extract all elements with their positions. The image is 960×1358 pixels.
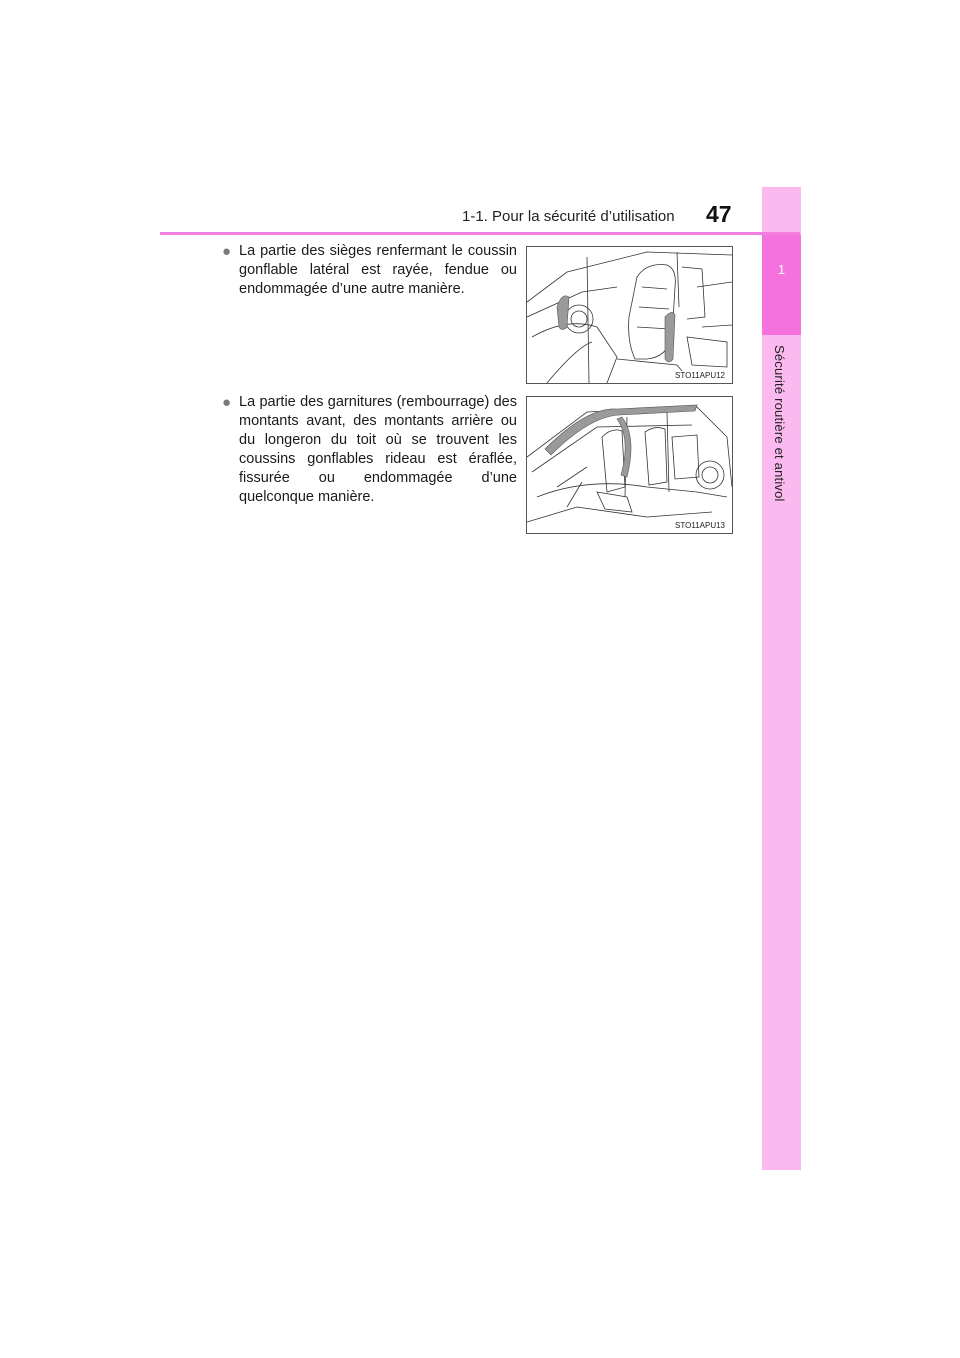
list-item-text: La partie des garnitures (rembourrage) des montants avant, des montants arrière ou du longeron du toit où se trouvent les coussins gonflables rideau est éraflée, fissurée ou endommagée d’une quelconque manière. [239,394,517,505]
car-cutaway-drawing [527,397,732,533]
figure-code: STO11APU13 [675,521,725,530]
list-item-text: La partie des sièges renfermant le coussin gonflable latéral est rayée, fendue ou endommagée d’une autre manière. [239,243,517,297]
figure-code: STO11APU12 [675,371,725,380]
chapter-title: Sécurité routière et antivol [772,345,787,502]
curtain-airbag-illustration [526,396,733,534]
section-title: 1-1. Pour la sécurité d’utilisation [462,208,675,225]
header-rule [160,232,800,235]
list-item [222,242,517,299]
chapter-tab [762,235,801,335]
page-number: 47 [706,201,732,227]
seat-side-airbag-illustration [526,246,733,384]
bullet-icon: ● [222,243,232,260]
car-interior-seat-drawing [527,247,732,383]
list-item [222,393,517,507]
chapter-number: 1 [777,262,786,277]
bullet-icon: ● [222,394,232,411]
